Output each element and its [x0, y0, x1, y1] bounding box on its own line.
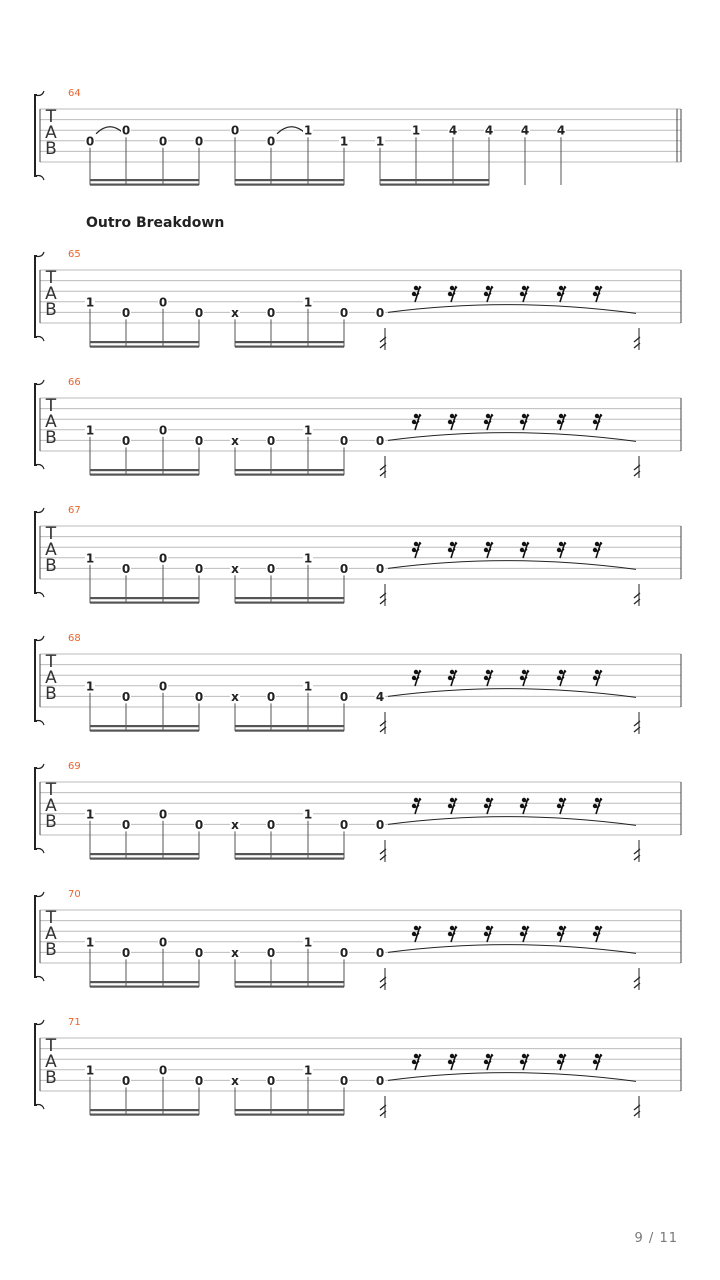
bracket-top-curl [35, 380, 44, 385]
beam [90, 179, 199, 181]
bracket-top-curl [35, 636, 44, 641]
beam [235, 602, 344, 604]
fret-number: 1 [303, 935, 313, 950]
fret-number: 1 [85, 1063, 95, 1078]
system-bracket [35, 512, 37, 593]
fret-number: 4 [484, 123, 494, 138]
fret-number: x [231, 433, 239, 448]
tab-clef-letter: A [45, 412, 57, 432]
fret-number: 4 [375, 689, 385, 704]
tab-clef-letter: T [45, 652, 57, 672]
beam [90, 184, 199, 186]
fret-number: 0 [230, 123, 240, 138]
fret-number: 1 [85, 679, 95, 694]
fret-number: 0 [194, 433, 204, 448]
beam [90, 1114, 199, 1116]
fret-number: 0 [266, 433, 276, 448]
fret-number: 0 [194, 817, 204, 832]
tab-clef-letter: T [45, 396, 57, 416]
beam [90, 858, 199, 860]
tab-clef-letter: A [45, 1052, 57, 1072]
fret-number: 0 [85, 134, 95, 149]
fret-number: 0 [339, 945, 349, 960]
fret-number: 0 [121, 689, 131, 704]
beam [380, 179, 489, 181]
beam [90, 725, 199, 727]
fret-number: 0 [121, 123, 131, 138]
system-bracket [35, 95, 37, 176]
fret-number: 0 [194, 305, 204, 320]
beam [90, 597, 199, 599]
fret-number: 0 [375, 1073, 385, 1088]
beam [235, 986, 344, 988]
fret-number: 0 [194, 945, 204, 960]
beam [235, 179, 344, 181]
bracket-top-curl [35, 892, 44, 897]
tab-clef-letter: B [45, 556, 57, 576]
fret-number: 1 [411, 123, 421, 138]
tab-system-70 [35, 889, 681, 990]
beam [235, 469, 344, 471]
tab-clef-letter: T [45, 780, 57, 800]
beam [235, 853, 344, 855]
fret-number: 0 [158, 935, 168, 950]
fret-number: 1 [85, 295, 95, 310]
fret-number: 0 [375, 305, 385, 320]
fret-number: 1 [303, 1063, 313, 1078]
fret-number: 0 [158, 134, 168, 149]
fret-number: 0 [266, 945, 276, 960]
fret-number: 0 [339, 817, 349, 832]
tab-system-68 [35, 633, 681, 734]
beam [90, 1109, 199, 1111]
fret-number: 1 [85, 551, 95, 566]
beam [235, 346, 344, 348]
fret-number: 0 [375, 817, 385, 832]
bracket-bottom-curl [35, 176, 44, 181]
tab-clef-letter: T [45, 1036, 57, 1056]
tab-clef-letter: B [45, 684, 57, 704]
bracket-top-curl [35, 252, 44, 257]
fret-number: 0 [266, 305, 276, 320]
beam [90, 341, 199, 343]
fret-number: 0 [194, 561, 204, 576]
fret-number: 0 [158, 423, 168, 438]
tab-clef-letter: A [45, 924, 57, 944]
beam [380, 184, 489, 186]
fret-number: 0 [121, 561, 131, 576]
system-bracket [35, 256, 37, 337]
beam [90, 602, 199, 604]
fret-number: 4 [520, 123, 530, 138]
system-bracket [35, 768, 37, 849]
fret-number: 0 [158, 1063, 168, 1078]
beam [235, 1109, 344, 1111]
beam [90, 346, 199, 348]
fret-number: 4 [448, 123, 458, 138]
bracket-top-curl [35, 1020, 44, 1025]
tab-clef-letter: B [45, 1068, 57, 1088]
bracket-bottom-curl [35, 977, 44, 982]
fret-number: x [231, 945, 239, 960]
bracket-bottom-curl [35, 337, 44, 342]
fret-number: 0 [158, 679, 168, 694]
tab-clef-letter: B [45, 812, 57, 832]
system-bracket [35, 384, 37, 465]
fret-number: 0 [339, 433, 349, 448]
page-number: 9 / 11 [634, 1231, 678, 1246]
bracket-bottom-curl [35, 593, 44, 598]
fret-number: 0 [266, 817, 276, 832]
fret-number: 0 [194, 134, 204, 149]
fret-number: 0 [339, 561, 349, 576]
fret-number: 1 [375, 134, 385, 149]
measure-number: 69 [68, 761, 81, 772]
measure-number: 70 [68, 889, 81, 900]
bracket-top-curl [35, 508, 44, 513]
beam [90, 986, 199, 988]
tab-system-66 [35, 377, 681, 478]
system-bracket [35, 1024, 37, 1105]
tab-clef-letter: A [45, 796, 57, 816]
tab-clef-letter: B [45, 300, 57, 320]
fret-number: 0 [121, 305, 131, 320]
fret-number: 0 [266, 1073, 276, 1088]
beam [235, 1114, 344, 1116]
fret-number: 0 [194, 1073, 204, 1088]
beam [235, 597, 344, 599]
fret-number: 1 [85, 423, 95, 438]
measure-number: 66 [68, 377, 81, 388]
tab-system-65 [35, 249, 681, 350]
fret-number: 1 [303, 551, 313, 566]
fret-number: 0 [194, 689, 204, 704]
tab-system-69 [35, 761, 681, 862]
fret-number: 1 [85, 807, 95, 822]
measure-number: 68 [68, 633, 81, 644]
fret-number: 0 [339, 1073, 349, 1088]
tab-clef-letter: B [45, 428, 57, 448]
system-bracket [35, 640, 37, 721]
fret-number: 0 [339, 305, 349, 320]
beam [235, 341, 344, 343]
measure-number: 67 [68, 505, 81, 516]
section-title: Outro Breakdown [86, 215, 225, 231]
fret-number: 0 [375, 945, 385, 960]
system-bracket [35, 896, 37, 977]
beam [235, 858, 344, 860]
bracket-bottom-curl [35, 465, 44, 470]
fret-number: x [231, 817, 239, 832]
fret-number: 0 [121, 433, 131, 448]
fret-number: x [231, 1073, 239, 1088]
fret-number: 0 [158, 807, 168, 822]
fret-number: 0 [375, 561, 385, 576]
beam [90, 469, 199, 471]
bracket-bottom-curl [35, 721, 44, 726]
fret-number: x [231, 305, 239, 320]
fret-number: 0 [266, 561, 276, 576]
tab-clef-letter: T [45, 524, 57, 544]
beam [90, 853, 199, 855]
fret-number: x [231, 689, 239, 704]
fret-number: 1 [303, 679, 313, 694]
tab-clef-letter: A [45, 123, 57, 143]
fret-number: 0 [121, 945, 131, 960]
beam [235, 474, 344, 476]
fret-number: 0 [121, 1073, 131, 1088]
tab-clef-letter: T [45, 908, 57, 928]
fret-number: 4 [556, 123, 566, 138]
fret-number: 0 [121, 817, 131, 832]
fret-number: 1 [303, 807, 313, 822]
bracket-bottom-curl [35, 1105, 44, 1110]
bracket-top-curl [35, 91, 44, 96]
beam [90, 730, 199, 732]
fret-number: 0 [375, 433, 385, 448]
fret-number: 0 [158, 551, 168, 566]
beam [235, 725, 344, 727]
fret-number: 1 [303, 295, 313, 310]
measure-number: 64 [68, 88, 81, 99]
fret-number: 1 [303, 123, 313, 138]
beam [235, 730, 344, 732]
fret-number: 0 [266, 134, 276, 149]
tab-clef-letter: B [45, 940, 57, 960]
measure-number: 65 [68, 249, 81, 260]
tab-system-71 [35, 1017, 681, 1118]
tab-clef-letter: T [45, 107, 57, 127]
tab-system-67 [35, 505, 681, 606]
bracket-bottom-curl [35, 849, 44, 854]
measure-number: 71 [68, 1017, 81, 1028]
beam [235, 184, 344, 186]
tab-clef-letter: T [45, 268, 57, 288]
tab-clef-letter: A [45, 668, 57, 688]
tab-clef-letter: A [45, 284, 57, 304]
beam [90, 474, 199, 476]
bracket-top-curl [35, 764, 44, 769]
tab-clef-letter: B [45, 139, 57, 159]
fret-number: x [231, 561, 239, 576]
tab-clef-letter: A [45, 540, 57, 560]
fret-number: 1 [339, 134, 349, 149]
fret-number: 0 [158, 295, 168, 310]
tab-system-64 [35, 88, 681, 186]
beam [235, 981, 344, 983]
beam [90, 981, 199, 983]
fret-number: 0 [339, 689, 349, 704]
fret-number: 1 [303, 423, 313, 438]
fret-number: 0 [266, 689, 276, 704]
fret-number: 1 [85, 935, 95, 950]
